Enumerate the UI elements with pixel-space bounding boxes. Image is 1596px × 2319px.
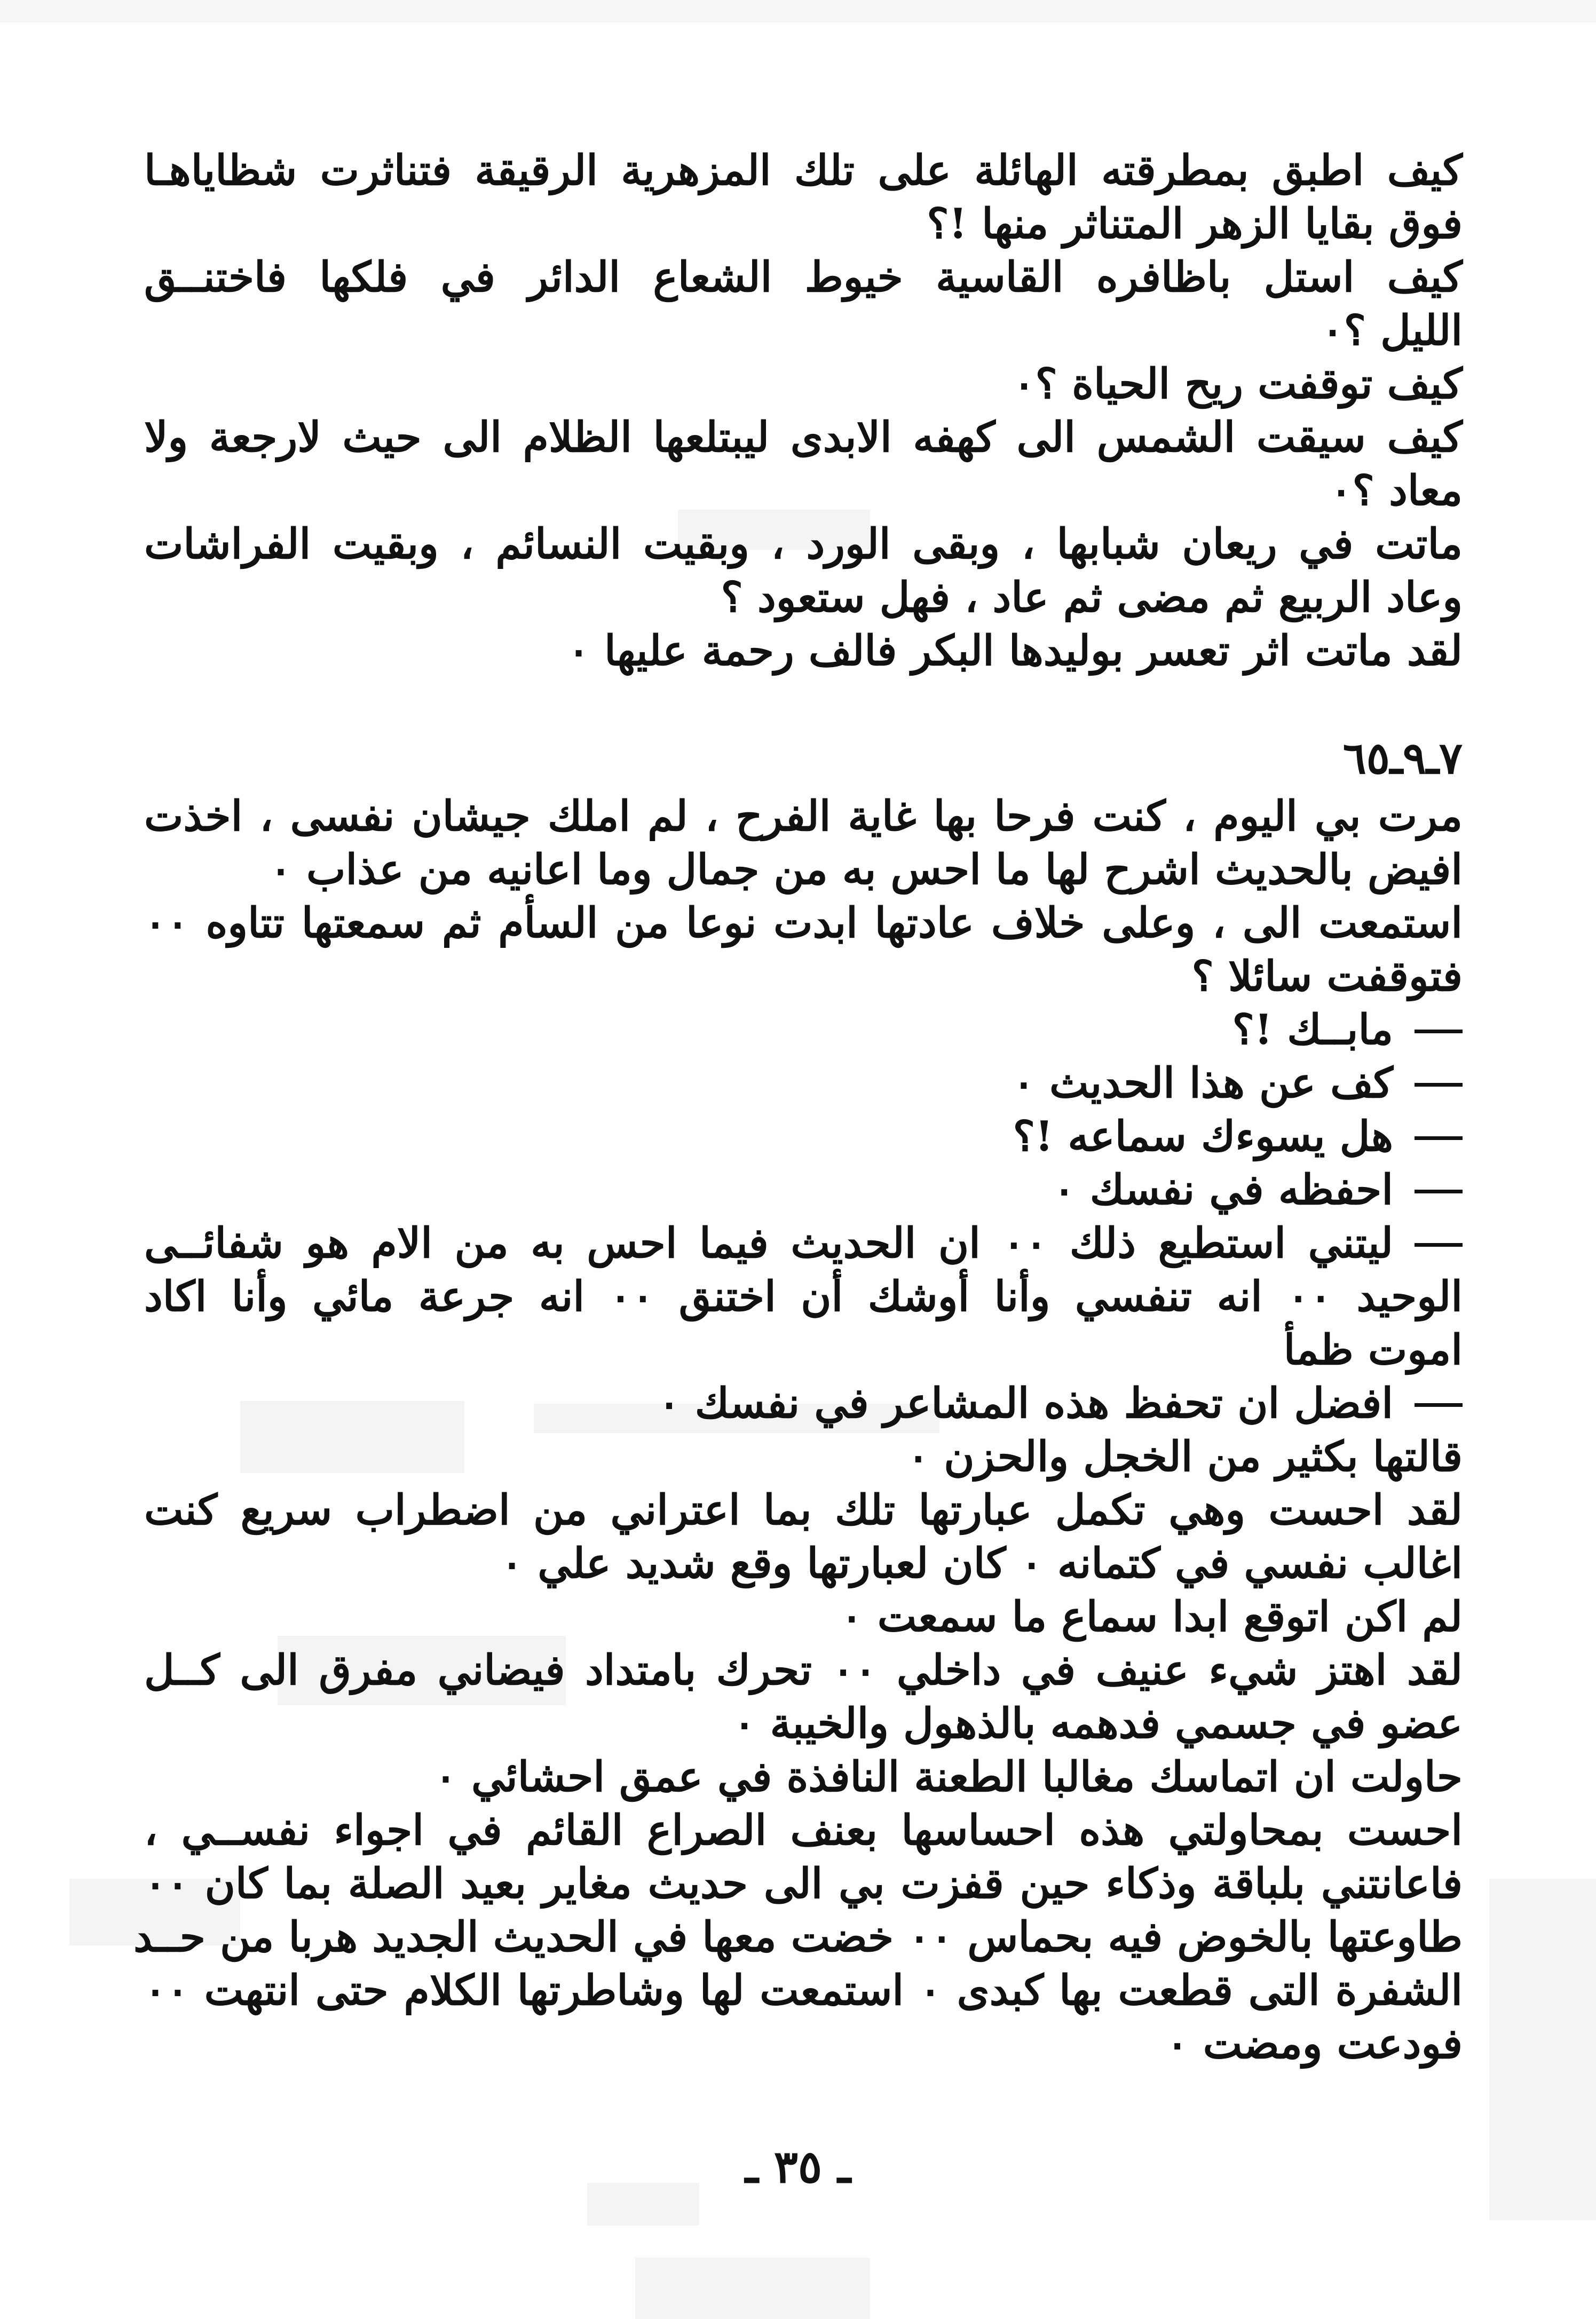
dialogue-continuation: اموت ظمأ [1283,1326,1463,1374]
text-line: كيف سيقت الشمس الى كهفه الابدى ليبتلعها الظلام الى حيث لارجعة ولا [144,413,1463,462]
text-line: كيف استل باظافره القاسية خيوط الشعاع الدائر في فلكها فاختنــق [144,253,1463,302]
text-line: مرت بي اليوم ، كنت فرحا بها غاية الفرح ، لم املك جيشان نفسى ، اخذت [144,792,1463,841]
dialogue-block [144,1003,1463,1430]
diary-date: ٧ـ٩ـ٦٥ [1342,733,1463,784]
text-line: لقد احست وهي تكمل عبارتها تلك بما اعتراني من اضطراب سريع كنت [144,1486,1463,1534]
dialogue-line [144,1110,1463,1164]
text-line: فاعانتني بلباقة وذكاء حين قفزت بي الى حديث مغاير بعيد الصلة بما كان ٠٠ [144,1859,1463,1908]
text-line: افيض بالحديث اشرح لها ما احس به من جمال وما اعانيه من عذاب ٠ [269,845,1463,894]
text-line: عضو في جسمي فدهمه بالذهول والخيبة ٠ [733,1699,1463,1748]
dash-mark [1415,1030,1463,1033]
dialogue-line [144,1164,1463,1217]
dialogue-line [144,1003,1463,1057]
text-line: اغالب نفسي في كتمانه ٠ كان لعبارتها وقع شديد علي ٠ [501,1539,1463,1588]
text-line: الشفرة التى قطعت بها كبدى ٠ استمعت لها وشاطرتها الكلام حتى انتهت ٠٠ [144,1966,1463,2015]
text-line: فوق بقايا الزهر المتناثر منها !؟ [927,200,1463,248]
dialogue-text: افضل ان تحفظ هذه المشاعر في نفسك ٠ [658,1379,1393,1428]
dash-mark [1415,1083,1463,1087]
book-page [133,144,1463,2071]
text-line: لقد اهتز شيء عنيف في داخلي ٠٠ تحرك بامتداد فيضاني مفرق الى كــل [144,1646,1463,1695]
text-line: كيف اطبق بمطرقته الهائلة على تلك المزهرية الرقيقة فتناثرت شظاياهـا [144,146,1463,195]
text-line: فودعت ومضت ٠ [1166,2020,1463,2068]
dialogue-continuation: الوحيد ٠٠ انه تنفسي وأنا أوشك أن اختنق ٠٠ انه جرعة مائي وأنا اكاد [144,1272,1463,1321]
text-line: حاولت ان اتماسك مغالبا الطعنة النافذة في عمق احشائي ٠ [434,1753,1463,1801]
page-number: ـ ٣٥ ـ [745,2140,851,2193]
paragraph-aftermath [133,1430,1463,2071]
paragraph-lament [144,144,1463,678]
text-line: استمعت الى ، وعلى خلاف عادتها ابدت نوعا من السأم ثم سمعتها تتاوه ٠٠ [144,899,1463,947]
text-line: الليل ؟٠ [1321,306,1463,355]
text-line: كيف توقفت ريح الحياة ؟٠ [1013,360,1463,408]
dialogue-line [144,1217,1463,1270]
scan-edge [0,0,1596,22]
dialogue-text: احفظه في نفسك ٠ [1053,1166,1393,1214]
dialogue-text: كف عن هذا الحديث ٠ [1012,1059,1393,1107]
text-line: معاد ؟٠ [1330,466,1463,515]
dialogue-line [144,1377,1463,1430]
text-line: احست بمحاولتي هذه احساسها بعنف الصراع القائم في اجواء نفســي ، [144,1806,1463,1855]
text-line: لقد ماتت اثر تعسر بوليدها البكر فالف رحمة عليها ٠ [567,627,1463,675]
text-line: طاوعتها بالخوض فيه بحماس ٠٠ خضت معها في الحديث الجديد هربا من حــد [133,1913,1463,1961]
text-line: ماتت في ريعان شبابها ، وبقى الورد ، وبقيت النسائم ، وبقيت الفراشات [144,520,1463,568]
dash-mark [1415,1243,1463,1247]
text-line: فتوقفت سائلا ؟ [1191,952,1463,1001]
text-line: لم اكن اتوقع ابدا سماع ما سمعت ٠ [840,1593,1463,1641]
dialogue-line [144,1057,1463,1110]
dash-mark [1415,1403,1463,1407]
scan-artifact [635,2258,870,2319]
dialogue-text: مابــك !؟ [1232,1006,1393,1054]
text-line: قالتها بكثير من الخجل والحزن ٠ [907,1432,1463,1481]
dash-mark [1415,1190,1463,1193]
paragraph-meeting [144,790,1463,1003]
dialogue-text: ليتني استطيع ذلك ٠٠ ان الحديث فيما احس به من الام هو شفائــى [144,1219,1393,1268]
dash-mark [1415,1136,1463,1140]
text-line: وعاد الربيع ثم مضى ثم عاد ، فهل ستعود ؟ [721,573,1463,622]
dialogue-text: هل يسوءك سماعه !؟ [1013,1112,1393,1161]
